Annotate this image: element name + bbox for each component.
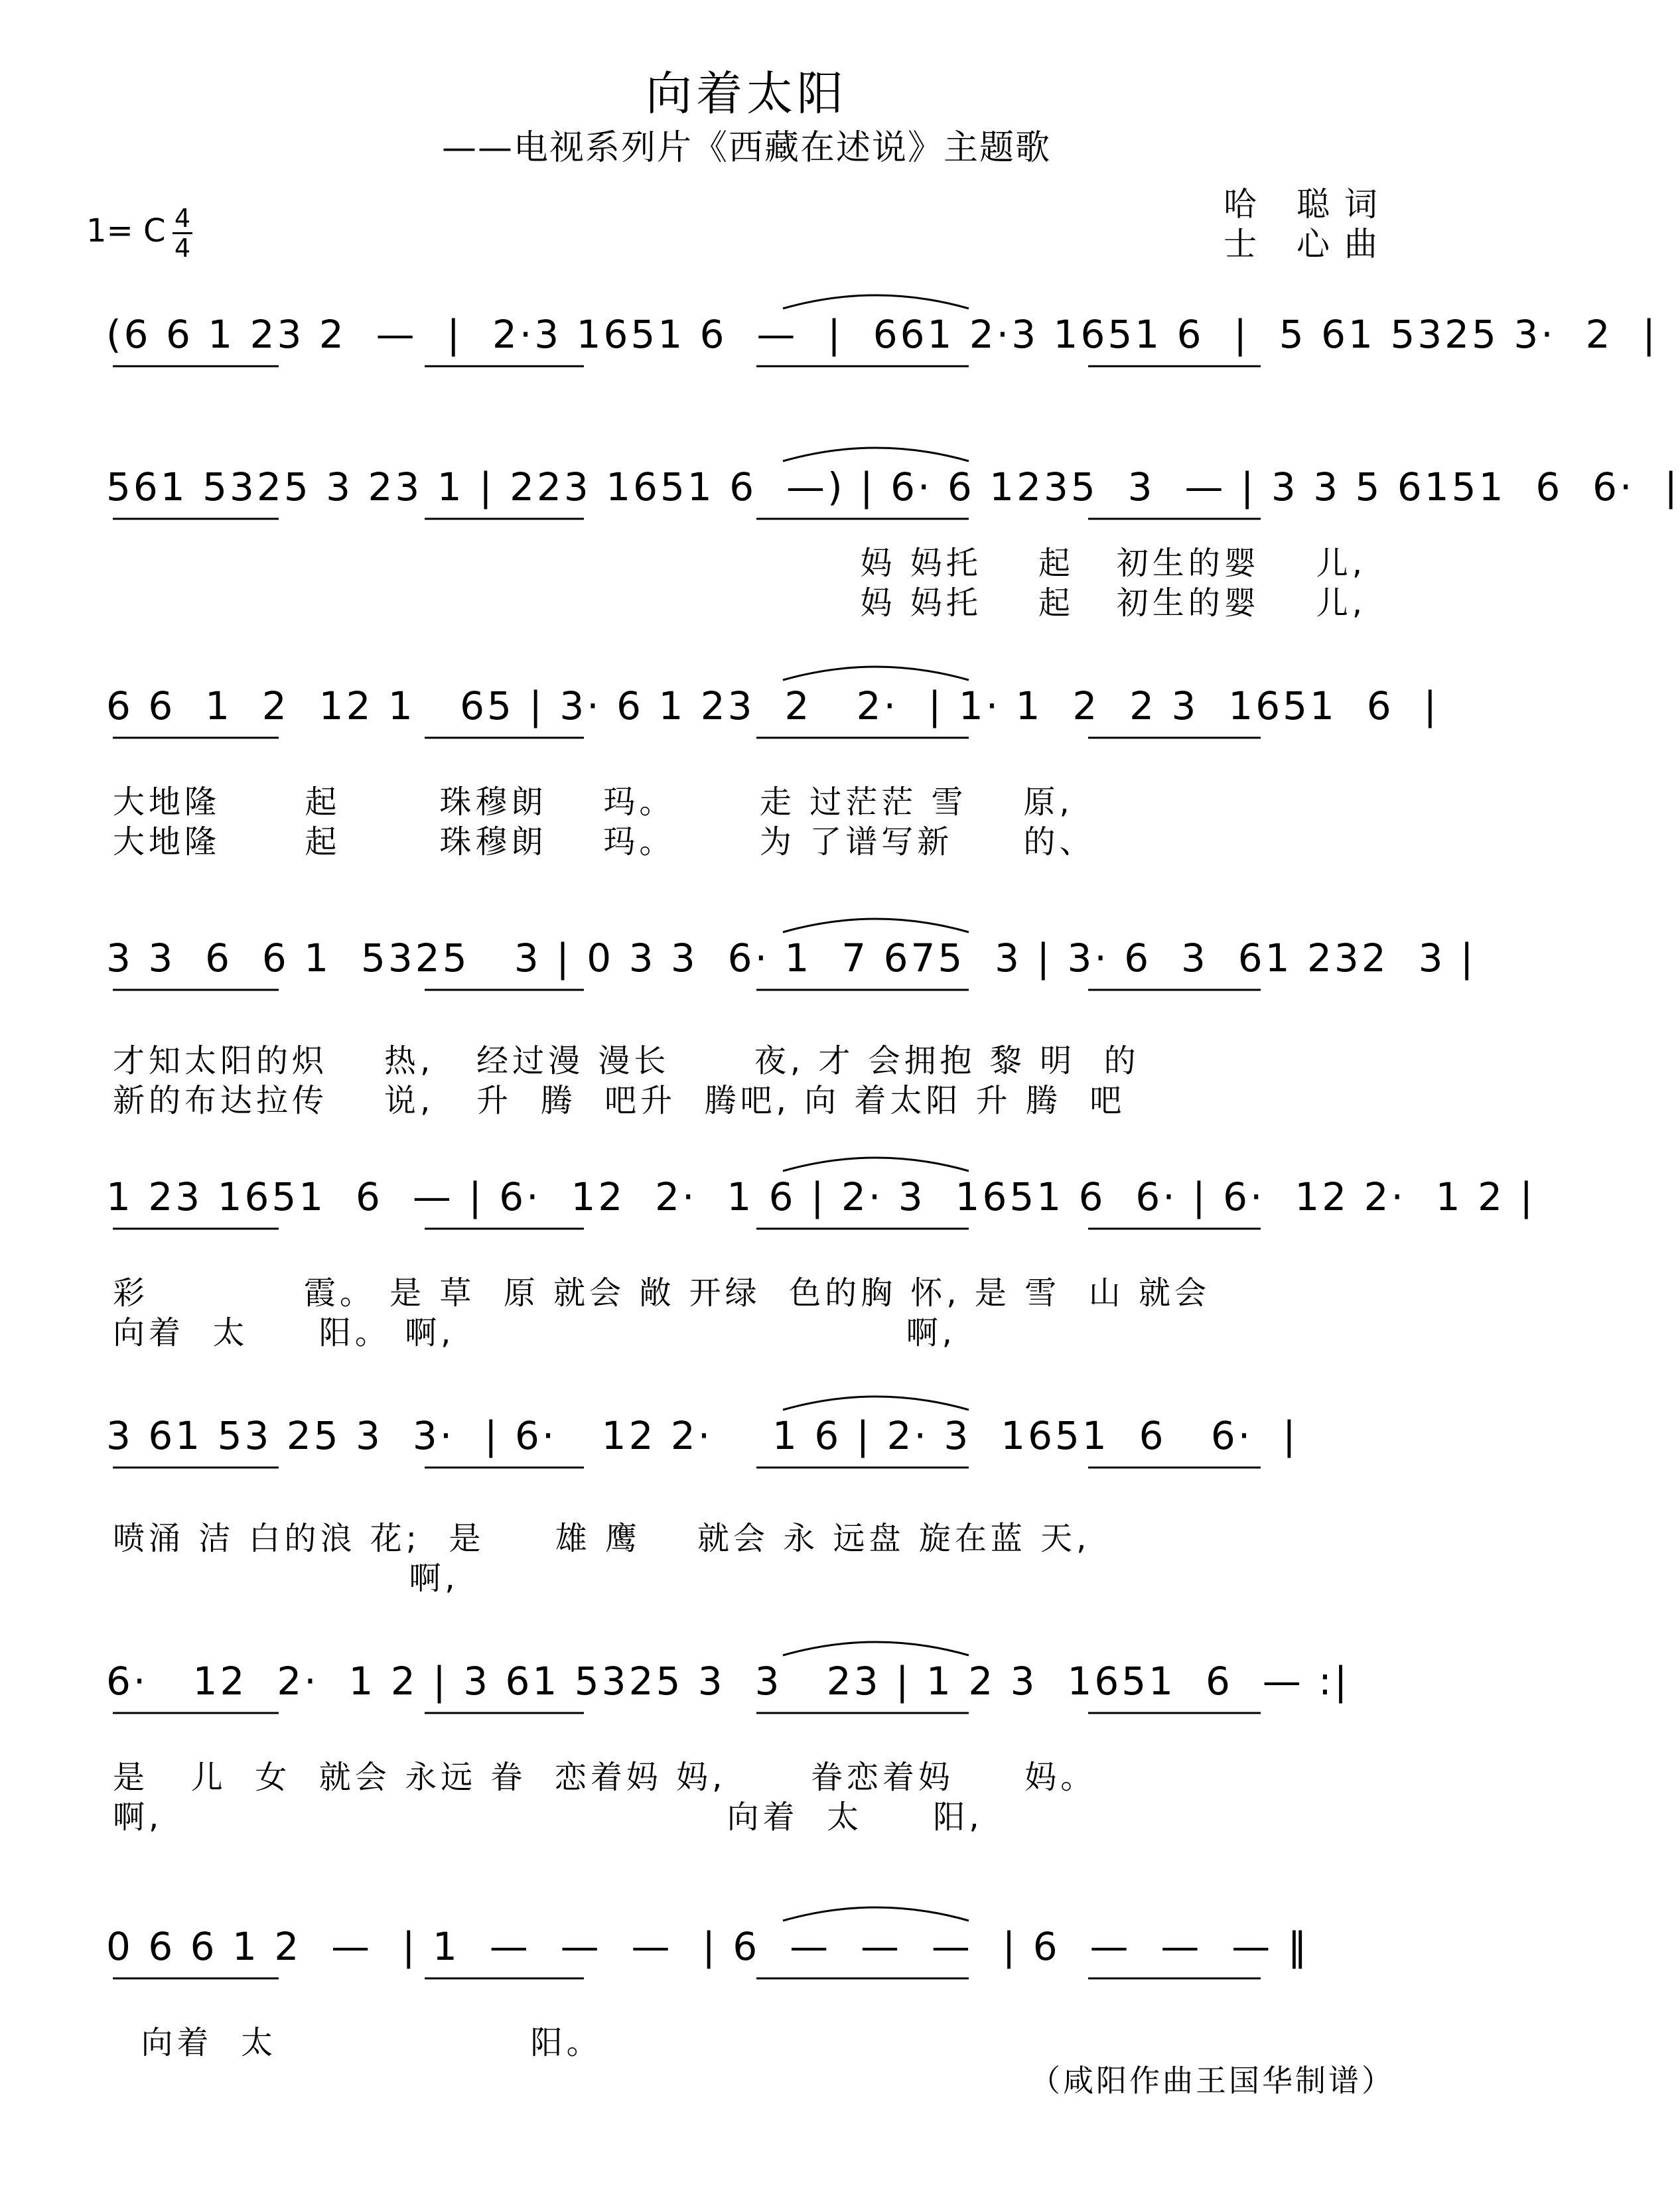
slur-arc <box>783 1158 969 1171</box>
slur-arc <box>783 1397 969 1410</box>
notation-line: 0 6 6 1 2 — | 1 — — — | 6 — — — | 6 — — — ‖ <box>106 1924 1310 1969</box>
lyricist-credit: 哈 聪词 <box>1224 185 1392 224</box>
staff-row <box>0 1174 1535 1351</box>
time-signature-top: 4 <box>174 204 191 233</box>
staff-row <box>0 683 1493 860</box>
slur-arc <box>783 1907 969 1921</box>
lyric-verse-1: 妈 妈托 起 初生的婴 儿, <box>113 545 1367 582</box>
lyric-verse-1: 才知太阳的炽 热, 经过漫 漫长 夜, 才 会拥抱 黎 明 的 <box>113 1042 1140 1079</box>
time-signature <box>169 206 196 261</box>
beam-underlines <box>0 1174 1493 1254</box>
song-subtitle: ——电视系列片《西藏在述说》主题歌 <box>441 128 1051 168</box>
lyric-verse-2: 妈 妈托 起 初生的婴 儿, <box>113 584 1367 622</box>
notation-line: 6· 12 2· 1 2 | 3 61 5325 3 3 23 | 1 2 3 1651 6 — :| <box>106 1659 1350 1704</box>
slur-arc <box>783 295 969 308</box>
notation-line: 6 6 1 2 12 1 65 | 3· 6 1 23 2 2· | 1· 1 2 2 3 1651 6 | <box>106 683 1440 728</box>
notation-line: 561 5325 3 23 1 | 223 1651 6 —) | 6· 6 1235 3 — | 3 3 5 6151 6 6· | <box>106 464 1680 510</box>
lyric-verse-2: 啊, 向着 太 阳, <box>113 1799 983 1836</box>
lyric-verse-2: 新的布达拉传 说, 升 腾 吧升 腾吧, 向 着太阳 升 腾 吧 <box>113 1082 1126 1119</box>
composer-credit: 士 心曲 <box>1224 225 1392 263</box>
credits <box>1224 184 1392 264</box>
lyric-verse-1: 大地隆 起 珠穆朗 玛。 走 过茫茫 雪 原, <box>113 784 1074 821</box>
beam-underlines <box>0 1924 1493 2004</box>
beam-underlines <box>0 1659 1493 1738</box>
slur-arc <box>783 667 969 680</box>
notation-line: 3 3 6 6 1 5325 3 | 0 3 3 6· 1 7 675 3 | 3· 6 3 61 232 3 | <box>106 935 1476 981</box>
key-signature: 1= C <box>86 212 166 249</box>
lyric-verse-1: 彩 霞。 是 草 原 就会 敞 开绿 色的胸 怀, 是 雪 山 就会 <box>113 1274 1210 1312</box>
staff-row <box>0 312 1658 471</box>
slur-arc <box>783 919 969 932</box>
beam-underlines <box>0 312 1493 391</box>
lyric-verse-2: 向着 太 阳。 啊, 啊, <box>113 1314 956 1351</box>
staff-row <box>0 1659 1493 1836</box>
staff-row <box>0 1413 1493 1597</box>
transcriber-note: （咸阳作曲王国华制谱） <box>1030 2063 1395 2098</box>
lyric-verse-1: 向着 太 阳。 <box>113 2024 602 2061</box>
lyric-verse-1: 喷涌 洁 白的浪 花; 是 雄 鹰 就会 永 远盘 旋在蓝 天, <box>113 1520 1091 1557</box>
notation-line: 1 23 1651 6 — | 6· 12 2· 1 6 | 2· 3 1651 6 6· | 6· 12 2· 1 2 | <box>106 1174 1535 1219</box>
slur-arc <box>783 1642 969 1655</box>
beam-underlines <box>0 464 1493 544</box>
lyric-verse-2: 大地隆 起 珠穆朗 玛。 为 了谱写新 的、 <box>113 823 1095 860</box>
beam-underlines <box>0 935 1493 1015</box>
lyric-verse-2: 啊, <box>113 1560 459 1597</box>
song-title: 向着太阳 <box>646 66 847 121</box>
beam-underlines <box>0 683 1493 763</box>
staff-row <box>0 935 1493 1119</box>
staff-row <box>0 464 1680 624</box>
beam-underlines <box>0 1413 1493 1493</box>
lyric-verse-1: 是 儿 女 就会 永远 眷 恋着妈 妈, 眷恋着妈 妈。 <box>113 1759 1097 1796</box>
notation-line: (6 6 1 23 2 — | 2·3 1651 6 — | 661 2·3 1651 6 | 5 61 5325 3· 2 | <box>106 312 1658 357</box>
notation-line: 3 61 53 25 3 3· | 6· 12 2· 1 6 | 2· 3 1651 6 6· | <box>106 1413 1298 1458</box>
time-signature-bottom: 4 <box>174 234 191 263</box>
